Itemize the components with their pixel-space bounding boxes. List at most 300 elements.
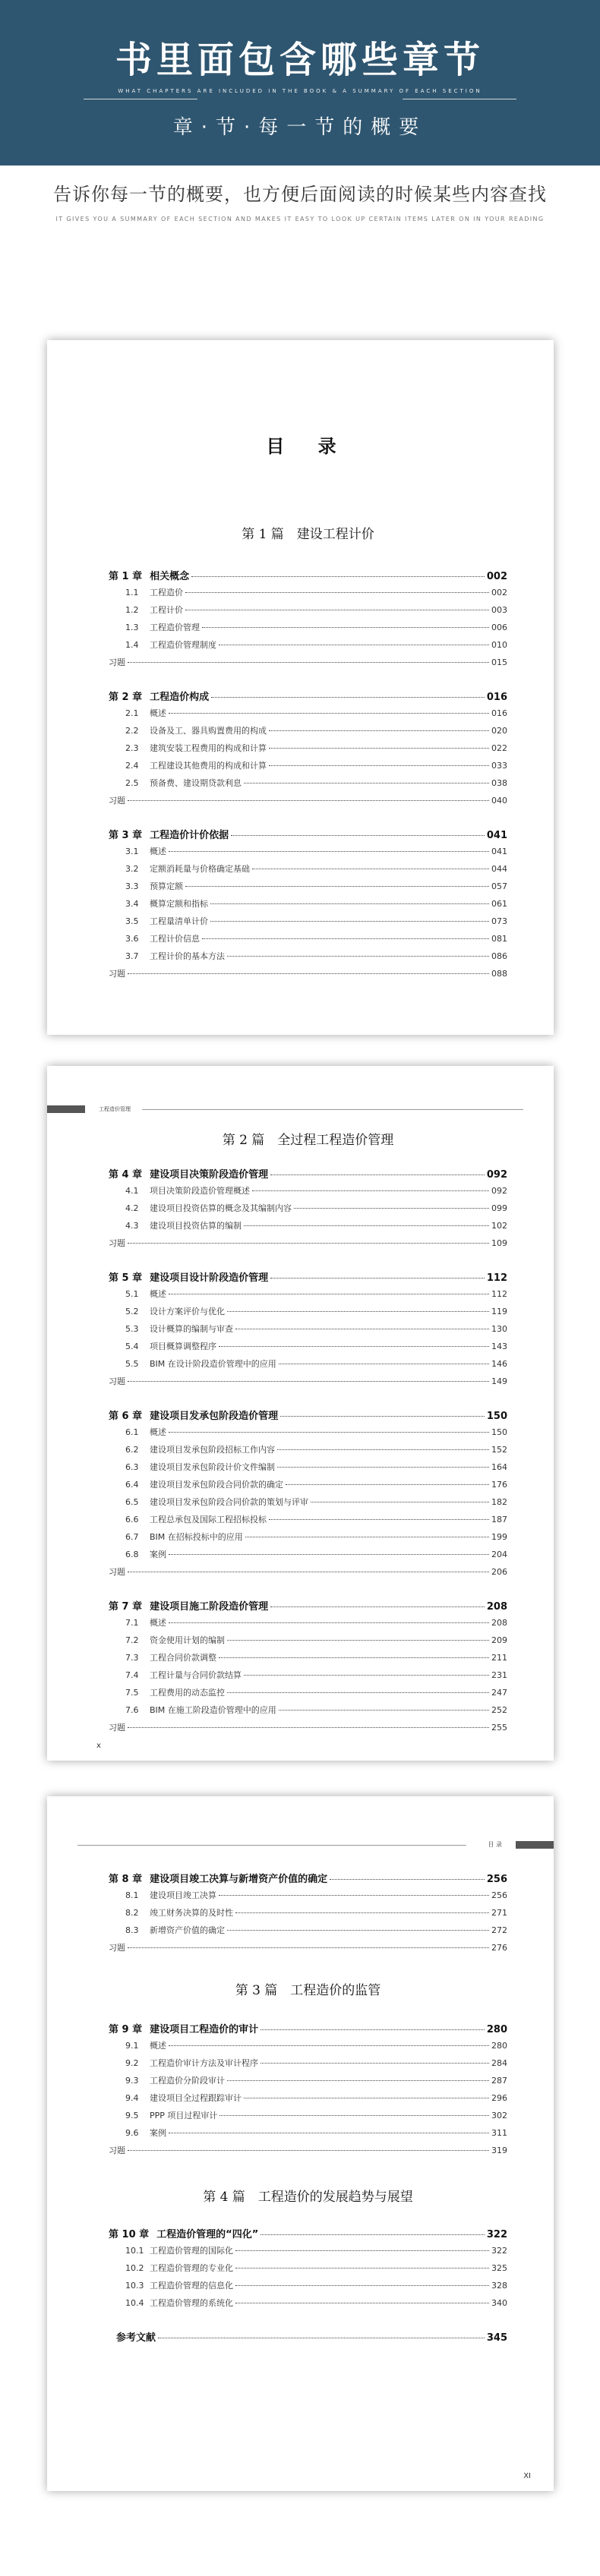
chapter-row — [109, 1408, 507, 1426]
dot-leader — [244, 783, 489, 784]
section-row — [109, 1889, 507, 1906]
entry-page: 302 — [491, 2111, 507, 2120]
part-heading: 第 1 篇 建设工程计价 — [242, 527, 374, 542]
entry-number: 9.1 — [125, 2041, 139, 2051]
dot-leader — [169, 2045, 489, 2046]
entry-number: 4.2 — [125, 1203, 139, 1213]
entry-number: 6.4 — [125, 1480, 139, 1490]
entry-number: 6.7 — [125, 1532, 139, 1542]
header-bar — [47, 1105, 85, 1113]
entry-number: 7.1 — [125, 1618, 139, 1628]
chapter-list — [109, 1166, 507, 1754]
dot-leader — [269, 1519, 489, 1520]
entry-title: 工程造价管理的信息化 — [150, 2281, 233, 2291]
dot-leader — [244, 1225, 489, 1226]
entry-title: 相关概念 — [150, 571, 190, 582]
entry-title: 预算定额 — [150, 881, 183, 891]
section-row — [109, 742, 507, 759]
section-row — [109, 1202, 507, 1219]
section-row — [109, 794, 507, 812]
entry-page: 088 — [491, 969, 507, 979]
dot-leader — [261, 2063, 489, 2064]
dot-leader — [235, 1912, 489, 1913]
toc-chapter — [109, 827, 507, 985]
entry-title: 建设项目发承包阶段造价管理 — [150, 1411, 279, 1422]
entry-title: 建设项目投资估算的编制 — [150, 1221, 242, 1231]
section-row — [109, 2092, 507, 2109]
section-row — [109, 1461, 507, 1478]
entry-title: 设备及工、器具购置费用的构成 — [150, 726, 267, 736]
entry-page: 020 — [491, 726, 507, 736]
section-row — [109, 777, 507, 794]
dot-leader — [261, 2029, 485, 2030]
entry-title: 概算定额和指标 — [150, 899, 208, 909]
entry-page: 256 — [491, 1890, 507, 1900]
entry-title: 概述 — [150, 1289, 166, 1299]
entry-page: 033 — [491, 761, 507, 771]
entry-page: 252 — [491, 1705, 507, 1715]
entry-page: 296 — [491, 2093, 507, 2103]
entry-number: 6.8 — [125, 1550, 139, 1559]
entry-page: 276 — [491, 1943, 507, 1953]
header-banner — [0, 0, 600, 166]
dot-leader — [269, 748, 489, 749]
section-row — [109, 1219, 507, 1237]
entry-page: 311 — [491, 2128, 507, 2138]
entry-page: 150 — [491, 1427, 507, 1437]
entry-page: 211 — [491, 1653, 507, 1663]
section-row — [109, 1924, 507, 1941]
dot-leader — [169, 1622, 489, 1623]
toc-chapter — [109, 689, 507, 812]
section-row — [109, 1357, 507, 1375]
entry-number: 9.5 — [125, 2111, 139, 2120]
entry-number: 3.2 — [125, 864, 139, 874]
dot-leader — [210, 921, 489, 922]
dot-leader — [202, 627, 489, 628]
entry-number: 2.3 — [125, 743, 139, 753]
banner-tagline: 章·节·每一节的概要 — [172, 116, 428, 139]
entry-page: 187 — [491, 1515, 507, 1524]
dot-leader — [128, 800, 489, 801]
entry-page: 006 — [491, 623, 507, 632]
entry-page: 272 — [491, 1925, 507, 1935]
entry-number: 6.3 — [125, 1462, 139, 1472]
section-row — [109, 1184, 507, 1202]
entry-title: 工程计量与合同价款结算 — [150, 1670, 242, 1680]
chapter-row — [109, 827, 507, 845]
dot-leader — [244, 1675, 489, 1676]
entry-page: 340 — [491, 2298, 507, 2308]
entry-page: 041 — [491, 847, 507, 856]
entry-page: 209 — [491, 1635, 507, 1645]
entry-page: 057 — [491, 881, 507, 891]
entry-number: 7.3 — [125, 1653, 139, 1663]
dot-leader — [211, 697, 485, 698]
entry-page: 319 — [491, 2146, 507, 2155]
entry-title: 项目概算调整程序 — [150, 1342, 216, 1351]
dot-leader — [270, 1606, 485, 1607]
dot-leader — [235, 2250, 489, 2251]
part-heading: 第 3 篇 工程造价的监管 — [235, 1983, 381, 1998]
entry-title: 工程造价分阶段审计 — [150, 2076, 225, 2086]
dot-leader — [191, 576, 485, 577]
entry-page: 038 — [491, 778, 507, 788]
header-rule — [142, 1109, 523, 1110]
chapter-list — [109, 2226, 507, 2363]
dot-leader — [261, 2234, 485, 2235]
dot-leader — [185, 886, 489, 887]
section-row — [109, 2057, 507, 2074]
section-row — [109, 1323, 507, 1340]
section-row — [109, 2262, 507, 2279]
dot-leader — [227, 1640, 489, 1641]
dot-leader — [219, 1895, 489, 1896]
entry-title: 建筑安装工程费用的构成和计算 — [150, 743, 267, 753]
entry-number: 3.7 — [125, 951, 139, 961]
running-header — [47, 1105, 554, 1113]
entry-title: 建设项目发承包阶段合同价款的确定 — [150, 1480, 283, 1490]
dot-leader — [169, 713, 489, 714]
entry-title: 案例 — [150, 2128, 166, 2138]
entry-title: 建设项目工程造价的审计 — [150, 2024, 259, 2035]
section-row — [109, 638, 507, 656]
chapter-row — [109, 568, 507, 586]
entry-number: 第 1 章 — [109, 571, 143, 582]
entry-page: 099 — [491, 1203, 507, 1213]
entry-number: 第 7 章 — [109, 1601, 143, 1613]
dot-leader — [294, 1208, 489, 1209]
entry-number: 10.4 — [125, 2298, 144, 2308]
entry-number: 6.2 — [125, 1445, 139, 1455]
section-row — [109, 880, 507, 897]
section-row — [109, 1375, 507, 1392]
header-bar — [516, 1841, 554, 1849]
section-row — [109, 1496, 507, 1513]
entry-page: 112 — [491, 1289, 507, 1299]
entry-page: 150 — [486, 1411, 507, 1422]
entry-page: 130 — [491, 1324, 507, 1334]
entry-page: 003 — [491, 605, 507, 615]
entry-page: 086 — [491, 951, 507, 961]
chapter-row — [109, 1269, 507, 1288]
entry-page: 119 — [491, 1307, 507, 1316]
entry-title: 习题 — [109, 657, 125, 667]
dot-leader — [227, 2080, 489, 2081]
entry-title: 习题 — [109, 1376, 125, 1386]
section-row — [109, 897, 507, 915]
section-row — [109, 1513, 507, 1531]
entry-page: 325 — [491, 2263, 507, 2273]
entry-title: 工程计价的基本方法 — [150, 951, 225, 961]
section-row — [109, 1237, 507, 1254]
entry-title: 习题 — [109, 1567, 125, 1577]
section-row — [109, 1288, 507, 1305]
entry-number: 1.4 — [125, 640, 139, 650]
section-row — [109, 1941, 507, 1959]
section-row — [109, 1651, 507, 1669]
entry-title: 建设项目决策阶段造价管理 — [150, 1169, 269, 1181]
intro-main: 告诉你每一节的概要，也方便后面阅读的时候某些内容查找 — [53, 184, 547, 205]
chapter-list — [109, 2021, 507, 2177]
dot-leader — [185, 592, 489, 593]
entry-title: 概述 — [150, 847, 166, 856]
entry-number: 2.2 — [125, 726, 139, 736]
dot-leader — [227, 1311, 489, 1312]
entry-title: 资金使用计划的编制 — [150, 1635, 225, 1645]
entry-number: 6.1 — [125, 1427, 139, 1437]
header-text: 工程造价管理 — [99, 1106, 131, 1112]
entry-number: 第 4 章 — [109, 1169, 143, 1181]
entry-title: 工程总承包及国际工程招标投标 — [150, 1515, 267, 1524]
entry-title: 工程计价 — [150, 605, 183, 615]
running-header — [47, 1841, 554, 1849]
entry-number: 10.3 — [125, 2281, 144, 2291]
intro-block — [0, 179, 600, 222]
entry-page: 287 — [491, 2076, 507, 2086]
entry-page: 206 — [491, 1567, 507, 1577]
entry-number: 8.3 — [125, 1925, 139, 1935]
entry-number: 7.2 — [125, 1635, 139, 1645]
dot-leader — [330, 1879, 485, 1880]
entry-page: 002 — [491, 588, 507, 597]
entry-page: 284 — [491, 2058, 507, 2068]
section-row — [109, 1704, 507, 1721]
dot-leader — [210, 903, 489, 904]
dot-leader — [277, 1449, 489, 1450]
section-row — [109, 2244, 507, 2262]
section-row — [109, 845, 507, 862]
entry-title: 概述 — [150, 1427, 166, 1437]
toc-chapter — [109, 1871, 507, 1959]
section-row — [109, 1565, 507, 1583]
entry-number: 5.1 — [125, 1289, 139, 1299]
entry-number: 5.2 — [125, 1307, 139, 1316]
entry-title: 设计方案评价与优化 — [150, 1307, 225, 1316]
part-heading: 第 2 篇 全过程工程造价管理 — [222, 1133, 394, 1148]
entry-page: 102 — [491, 1221, 507, 1231]
entry-title: 概述 — [150, 708, 166, 718]
entry-page: 040 — [491, 796, 507, 806]
entry-number: 9.4 — [125, 2093, 139, 2103]
entry-title: BIM 在设计阶段造价管理中的应用 — [150, 1359, 276, 1369]
toc-chapter — [109, 1598, 507, 1739]
section-row — [109, 1478, 507, 1496]
dot-leader — [202, 938, 489, 939]
entry-title: 工程造价管理的“四化” — [156, 2229, 259, 2240]
entry-page: 176 — [491, 1480, 507, 1490]
toc-chapter — [109, 1408, 507, 1583]
entry-title: 工程建设其他费用的构成和计算 — [150, 761, 267, 771]
chapter-row — [109, 2021, 507, 2039]
section-row — [109, 2074, 507, 2092]
entry-page: 073 — [491, 916, 507, 926]
section-row — [109, 1305, 507, 1323]
entry-number: 1.3 — [125, 623, 139, 632]
dot-leader — [128, 662, 489, 663]
toc-page-2 — [47, 1066, 554, 1761]
entry-number: 2.4 — [125, 761, 139, 771]
entry-number: 第 3 章 — [109, 830, 143, 841]
entry-title: 建设项目设计阶段造价管理 — [150, 1272, 269, 1284]
dot-leader — [128, 1243, 489, 1244]
entry-title: 工程造价 — [150, 588, 183, 597]
dot-leader — [227, 1692, 489, 1693]
section-row — [109, 759, 507, 777]
dot-leader — [279, 1710, 489, 1711]
entry-page: 022 — [491, 743, 507, 753]
entry-title: 定额消耗量与价格确定基础 — [150, 864, 250, 874]
entry-title: BIM 在施工阶段造价管理中的应用 — [150, 1705, 276, 1715]
banner-subtitle-en: WHAT CHAPTERS ARE INCLUDED IN THE BOOK & A SUMMARY OF EACH SECTION — [118, 88, 482, 94]
entry-page: 016 — [486, 692, 507, 703]
entry-page: 204 — [491, 1550, 507, 1559]
entry-page: 164 — [491, 1462, 507, 1472]
entry-page: 015 — [491, 657, 507, 667]
section-row — [109, 2279, 507, 2297]
entry-number: 5.3 — [125, 1324, 139, 1334]
entry-page: 061 — [491, 899, 507, 909]
entry-number: 第 6 章 — [109, 1411, 143, 1422]
entry-page: 016 — [491, 708, 507, 718]
entry-number: 第 5 章 — [109, 1272, 143, 1284]
dot-leader — [280, 1416, 485, 1417]
entry-number: 9.6 — [125, 2128, 139, 2138]
chapter-row — [109, 1598, 507, 1616]
entry-title: 工程造价管理的专业化 — [150, 2263, 233, 2273]
section-row — [109, 1669, 507, 1686]
entry-title: 概述 — [150, 1618, 166, 1628]
entry-page: 322 — [491, 2246, 507, 2256]
toc-page-3 — [47, 1796, 554, 2491]
header-text: 目 录 — [488, 1841, 502, 1848]
dot-leader — [219, 1657, 489, 1658]
entry-title: 习题 — [109, 2146, 125, 2155]
toc-chapter — [109, 2021, 507, 2161]
section-row — [109, 1531, 507, 1548]
dot-leader — [269, 765, 489, 766]
toc-chapter — [109, 568, 507, 673]
part-heading: 第 4 篇 工程造价的发展趋势与展望 — [203, 2190, 413, 2205]
section-row — [109, 2127, 507, 2144]
section-row — [109, 1616, 507, 1634]
entry-number: 4.1 — [125, 1186, 139, 1196]
entry-number: 第 8 章 — [109, 1874, 143, 1885]
entry-number: 第 10 章 — [109, 2229, 150, 2240]
entry-title: 工程量清单计价 — [150, 916, 208, 926]
entry-number: 8.1 — [125, 1890, 139, 1900]
entry-number: 3.1 — [125, 847, 139, 856]
toc-chapter — [109, 1166, 507, 1254]
entry-title: 建设项目全过程跟踪审计 — [150, 2093, 242, 2103]
entry-page: 092 — [491, 1186, 507, 1196]
entry-title: 竣工财务决算的及时性 — [150, 1908, 233, 1918]
entry-title: PPP 项目过程审计 — [150, 2111, 218, 2120]
entry-page: 149 — [491, 1376, 507, 1386]
entry-page: 002 — [486, 571, 507, 582]
entry-page: 092 — [486, 1169, 507, 1181]
section-row — [109, 1721, 507, 1739]
page-folio: XI — [523, 2472, 531, 2480]
entry-page: 345 — [486, 2332, 507, 2344]
entry-page: 208 — [486, 1601, 507, 1613]
entry-page: 280 — [486, 2024, 507, 2035]
entry-title: 案例 — [150, 1550, 166, 1559]
dot-leader — [128, 973, 489, 974]
dot-leader — [227, 1930, 489, 1931]
chapter-row — [109, 1166, 507, 1184]
chapter-row — [109, 2329, 507, 2347]
entry-number: 1.1 — [125, 588, 139, 597]
entry-title: 建设项目竣工决算 — [150, 1890, 216, 1900]
entry-page: 044 — [491, 864, 507, 874]
dot-leader — [128, 2150, 489, 2151]
section-row — [109, 1686, 507, 1704]
entry-title: 工程造价管理制度 — [150, 640, 216, 650]
section-row — [109, 862, 507, 880]
dot-leader — [219, 1346, 489, 1347]
toc-chapter — [109, 2226, 507, 2314]
intro-sub-en: IT GIVES YOU A SUMMARY OF EACH SECTION AND MAKES IT EASY TO LOOK UP CERTAIN ITEMS LATER ON IN YOUR READING — [55, 216, 545, 222]
entry-page: 256 — [486, 1874, 507, 1885]
entry-title: 工程计价信息 — [150, 934, 200, 944]
section-row — [109, 656, 507, 673]
entry-title: 建设项目发承包阶段计价文件编制 — [150, 1462, 275, 1472]
dot-leader — [235, 2268, 489, 2269]
entry-title: 设计概算的编制与审查 — [150, 1324, 233, 1334]
entry-title: 工程造价管理的系统化 — [150, 2298, 233, 2308]
dot-leader — [235, 2285, 489, 2286]
dot-leader — [252, 1190, 489, 1191]
section-row — [109, 932, 507, 950]
entry-title: 工程造价管理的国际化 — [150, 2246, 233, 2256]
section-row — [109, 2039, 507, 2057]
dot-leader — [128, 1727, 489, 1728]
toc-chapter — [109, 2329, 507, 2347]
section-row — [109, 1340, 507, 1357]
dot-leader — [128, 1381, 489, 1382]
entry-number: 9.2 — [125, 2058, 139, 2068]
section-row — [109, 2144, 507, 2161]
entry-page: 182 — [491, 1497, 507, 1507]
entry-number: 7.5 — [125, 1688, 139, 1698]
chapter-row — [109, 689, 507, 707]
entry-number: 9.3 — [125, 2076, 139, 2086]
section-row — [109, 1443, 507, 1461]
entry-number: 10.2 — [125, 2263, 144, 2273]
section-row — [109, 1634, 507, 1651]
entry-page: 280 — [491, 2041, 507, 2051]
dot-leader — [169, 1554, 489, 1555]
entry-page: 199 — [491, 1532, 507, 1542]
entry-title: 建设项目投资估算的概念及其编制内容 — [150, 1203, 292, 1213]
entry-number: 7.6 — [125, 1705, 139, 1715]
entry-page: 112 — [486, 1272, 507, 1284]
entry-number: 5.5 — [125, 1359, 139, 1369]
section-row — [109, 1548, 507, 1565]
entry-number: 1.2 — [125, 605, 139, 615]
entry-page: 328 — [491, 2281, 507, 2291]
entry-title: 习题 — [109, 1943, 125, 1953]
entry-page: 041 — [486, 830, 507, 841]
entry-title: 工程合同价款调整 — [150, 1653, 216, 1663]
dot-leader — [169, 851, 489, 852]
entry-number: 2.1 — [125, 708, 139, 718]
entry-number: 4.3 — [125, 1221, 139, 1231]
page-folio: x — [96, 1742, 101, 1750]
toc-page-1 — [47, 340, 554, 1035]
toc-title: 目 录 — [266, 435, 350, 457]
